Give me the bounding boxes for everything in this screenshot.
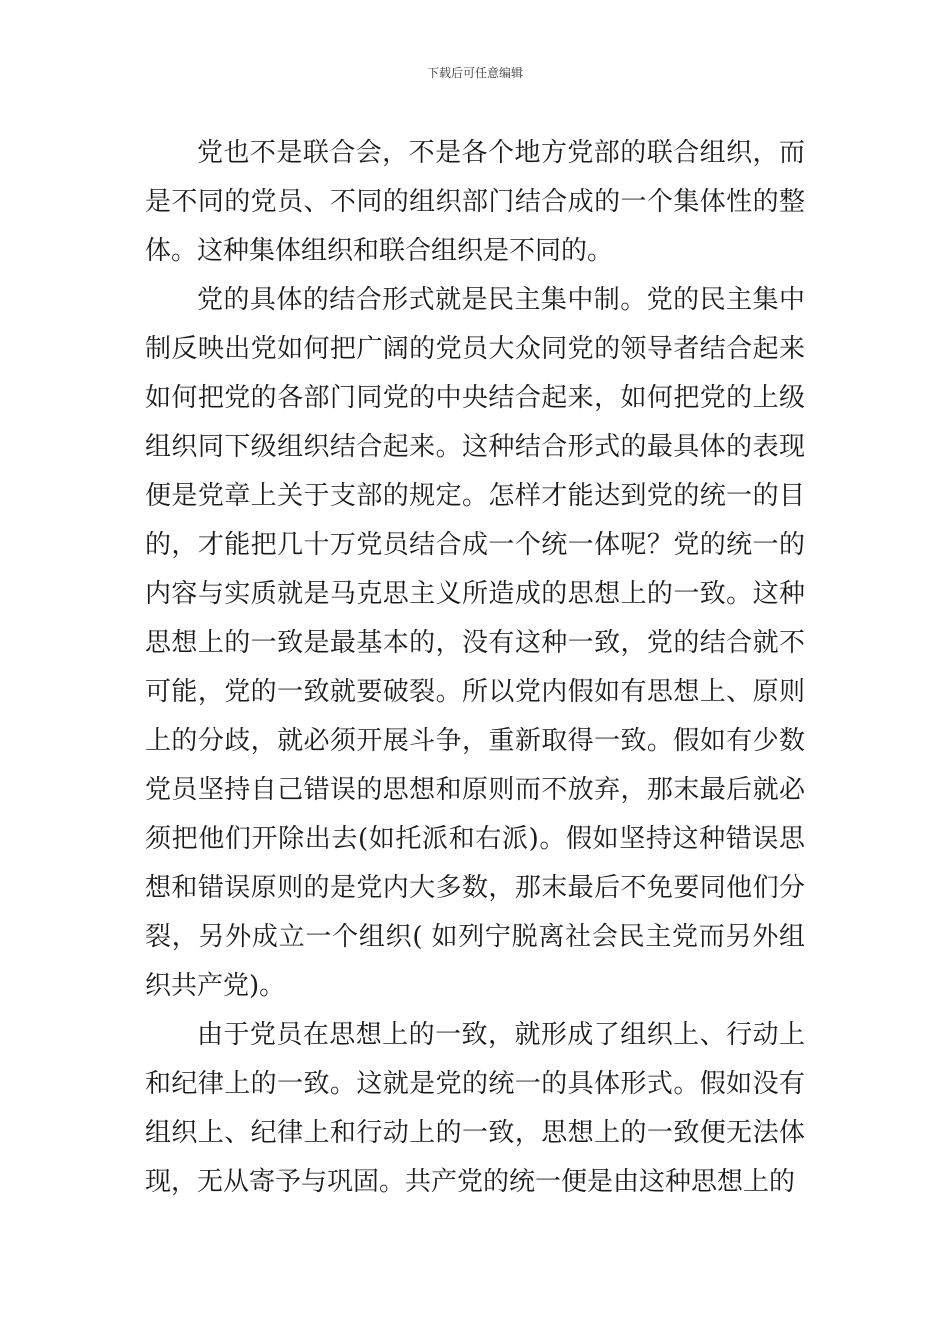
document-body (145, 129, 805, 1207)
paragraph: 由于党员在思想上的一致，就形成了组织上、行动上和纪律上的一致。这就是党的统一的具体形式。假如没有组织上、纪律上和行动上的一致，思想上的一致便无法体现，无从寄予与巩固。共产党的统一便是由这种思想上的 (145, 1020, 805, 1197)
paragraph: 党也不是联合会，不是各个地方党部的联合组织，而是不同的党员、不同的组织部门结合成的一个集体性的整体。这种集体组织和联合组织是不同的。 (145, 138, 805, 266)
page-header: 下载后可任意编辑 (426, 66, 523, 80)
paragraph: 党的具体的结合形式就是民主集中制。党的民主集中制反映出党如何把广阔的党员大众同党的领导者结合起来如何把党的各部门同党的中央结合起来，如何把党的上级组织同下级组织结合起来。这种结合形式的最具体的表现便是党章上关于支部的规定。怎样才能达到党的统一的目的，才能把几十万党员结合成一个统一体呢？党的统一的内容与实质就是马克思主义所造成的思想上的一致。这种思想上的一致是最基本的，没有这种一致，党的结合就不可能，党的一致就要破裂。所以党内假如有思想上、原则上的分歧，就必须开展斗争，重新取得一致。假如有少数党员坚持自己错误的思想和原则而不放弃，那末最后就必须把他们开除出去(如托派和右派)。假如坚持这种错误思想和错误原则的是党内大多数，那末最后不免要同他们分裂，另外成立一个组织( 如列宁脱离社会民主党而另外组织共产党)。 (145, 285, 805, 1001)
